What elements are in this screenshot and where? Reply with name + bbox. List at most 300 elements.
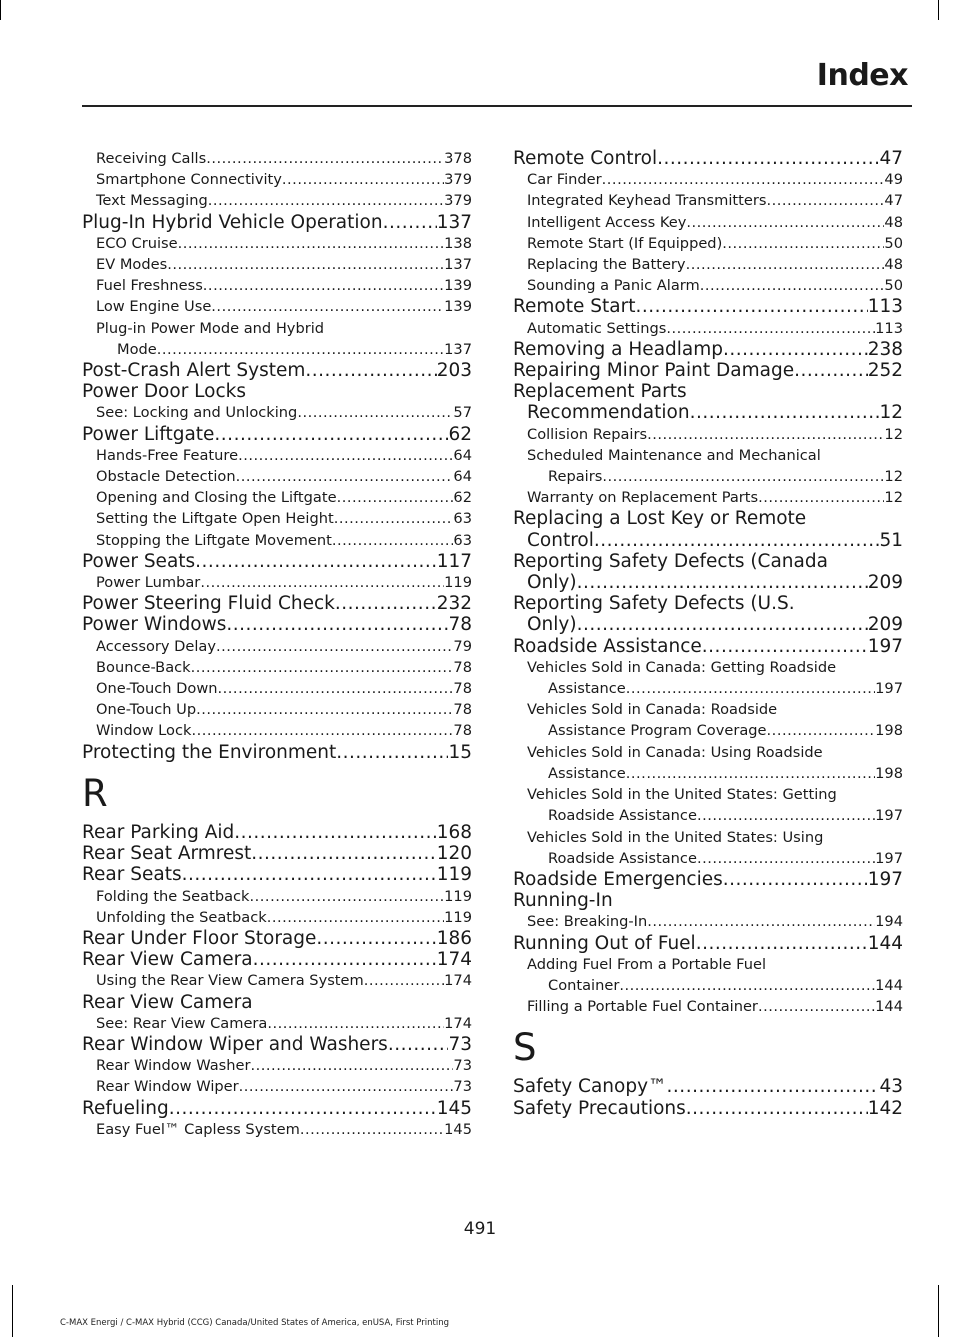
- index-entry[interactable]: [513, 360, 903, 381]
- index-subentry[interactable]: [82, 572, 472, 593]
- index-entry-label: Assistance Program Coverage: [548, 722, 767, 740]
- index-entry-label: Automatic Settings: [527, 319, 667, 337]
- dot-leader: [723, 869, 868, 890]
- index-entry[interactable]: [513, 869, 903, 890]
- dot-leader: [388, 1034, 449, 1055]
- index-entry-label: Smartphone Connectivity: [96, 171, 282, 189]
- index-entry-page: 197: [867, 635, 903, 657]
- index-subentry[interactable]: [513, 848, 903, 869]
- footer-text: C-MAX Energi / C-MAX Hybrid (CCG) Canada/United States of America, enUSA, First Printing: [60, 1318, 449, 1328]
- index-entry-page: 168: [436, 821, 472, 843]
- index-entry-page: 198: [875, 764, 903, 782]
- dot-leader: [619, 975, 875, 996]
- index-subentry[interactable]: [513, 487, 903, 508]
- index-entry-page: 78: [453, 701, 472, 719]
- index-subentry[interactable]: [82, 1119, 472, 1140]
- dot-leader: [383, 212, 437, 233]
- index-entry[interactable]: [513, 339, 903, 360]
- index-entry-page: 64: [453, 468, 472, 486]
- index-subentry-heading: Adding Fuel From a Portable Fuel: [527, 955, 767, 973]
- index-entry-label: Only): [527, 614, 577, 636]
- dot-leader: [191, 720, 453, 741]
- index-subentry[interactable]: [82, 636, 472, 657]
- index-entry-page: 43: [879, 1076, 903, 1098]
- index-entry-page: 78: [453, 680, 472, 698]
- dot-leader: [666, 318, 875, 339]
- index-entry-label: See: Rear View Camera: [96, 1014, 268, 1032]
- crop-mark-top-right: [938, 0, 939, 20]
- index-subentry[interactable]: [513, 678, 903, 699]
- index-entry-page: 78: [453, 658, 472, 676]
- index-subentry[interactable]: [82, 445, 472, 466]
- index-entry-page: 209: [867, 614, 903, 636]
- dot-leader: [297, 402, 453, 423]
- dot-leader: [758, 996, 875, 1017]
- index-entry-label: Folding the Seatback: [96, 887, 250, 905]
- index-entry-page: 138: [444, 234, 472, 252]
- dot-leader: [686, 1098, 868, 1119]
- index-entry-label: Recommendation: [527, 402, 690, 424]
- index-entry-heading: Running-In: [513, 890, 613, 912]
- index-entry-page: 197: [875, 849, 903, 867]
- index-entry-label: Control: [527, 529, 594, 551]
- dot-leader: [794, 360, 868, 381]
- index-entry-page: 12: [884, 489, 903, 507]
- dot-leader: [657, 148, 879, 169]
- index-entry[interactable]: [513, 296, 903, 317]
- index-subentry[interactable]: [82, 530, 472, 551]
- dot-leader: [702, 636, 868, 657]
- index-entry-label: Receiving Calls: [96, 150, 207, 167]
- index-entry-page: 119: [444, 574, 472, 592]
- index-entry-label: Repairing Minor Paint Damage: [513, 360, 795, 382]
- dot-leader: [178, 233, 445, 254]
- index-subentry-heading: Plug-in Power Mode and Hybrid: [96, 319, 325, 337]
- index-entry-page: 144: [875, 976, 903, 994]
- dot-leader: [169, 1098, 437, 1119]
- index-entry-page: 119: [444, 887, 472, 905]
- index-entry[interactable]: [82, 843, 472, 864]
- index-subentry[interactable]: [513, 233, 903, 254]
- index-subentry[interactable]: [82, 169, 472, 190]
- index-entry-label: ECO Cruise: [96, 234, 178, 252]
- index-entry[interactable]: [82, 864, 472, 885]
- dot-leader: [234, 822, 436, 843]
- index-entry-label: Unfolding the Seatback: [96, 908, 267, 926]
- dot-leader: [208, 190, 444, 211]
- dot-leader: [602, 466, 884, 487]
- dot-leader: [335, 593, 437, 614]
- index-entry-label: Rear Window Wiper: [96, 1078, 239, 1096]
- index-entry-page: 139: [444, 277, 472, 295]
- dot-leader: [635, 296, 867, 317]
- index-subentry[interactable]: [513, 318, 903, 339]
- index-entry-page: 73: [448, 1033, 472, 1055]
- index-entry-page: 47: [884, 192, 903, 210]
- dot-leader: [251, 1055, 454, 1076]
- index-entry-page: 78: [448, 614, 472, 636]
- index-entry-label: Warranty on Replacement Parts: [527, 489, 759, 507]
- index-subentry[interactable]: [82, 657, 472, 678]
- dot-leader: [690, 402, 880, 423]
- crop-mark-top-left: [0, 0, 1, 20]
- index-entry-label: Sounding a Panic Alarm: [527, 277, 700, 295]
- index-entry[interactable]: [513, 402, 903, 423]
- index-entry[interactable]: [82, 360, 472, 381]
- index-entry-label: Roadside Assistance: [548, 849, 697, 867]
- dot-leader: [236, 466, 454, 487]
- index-entry[interactable]: [82, 593, 472, 614]
- index-entry-page: 49: [884, 171, 903, 189]
- dot-leader: [647, 424, 884, 445]
- dot-leader: [214, 424, 448, 445]
- index-entry-page: 379: [444, 192, 472, 210]
- index-entry-page: 174: [444, 1014, 472, 1032]
- index-entry-label: Low Engine Use: [96, 298, 212, 316]
- index-subentry[interactable]: [513, 911, 903, 932]
- dot-leader: [157, 339, 444, 360]
- index-entry-page: 64: [453, 446, 472, 464]
- dot-leader: [594, 530, 880, 551]
- index-entry-label: Refueling: [82, 1097, 169, 1119]
- dot-leader: [336, 742, 448, 763]
- index-entry-page: 203: [436, 360, 472, 382]
- dot-leader: [577, 614, 868, 635]
- dot-leader: [767, 720, 876, 741]
- dot-leader: [218, 678, 454, 699]
- index-entry-page: 137: [444, 340, 472, 358]
- index-entry[interactable]: [513, 636, 903, 657]
- index-subentry-heading: Vehicles Sold in the United States: Using: [527, 828, 824, 846]
- index-subentry[interactable]: [82, 148, 472, 169]
- index-subentry[interactable]: [82, 508, 472, 529]
- index-entry[interactable]: [82, 614, 472, 635]
- dot-leader: [647, 911, 875, 932]
- index-entry-page: 113: [875, 319, 903, 337]
- dot-leader: [602, 169, 885, 190]
- dot-leader: [305, 360, 436, 381]
- index-entry-page: 209: [867, 572, 903, 594]
- index-subentry[interactable]: [82, 720, 472, 741]
- dot-leader: [203, 275, 444, 296]
- index-entry-page: 174: [436, 949, 472, 971]
- index-subentry[interactable]: [513, 763, 903, 784]
- index-entry-page: 232: [436, 593, 472, 615]
- dot-leader: [300, 1119, 444, 1140]
- index-subentry[interactable]: [513, 254, 903, 275]
- index-subentry[interactable]: [82, 1076, 472, 1097]
- index-entry[interactable]: [513, 1098, 903, 1119]
- index-subentry[interactable]: [513, 212, 903, 233]
- index-entry-label: Assistance: [548, 680, 626, 698]
- index-entry-page: 197: [867, 868, 903, 890]
- index-entry-heading: Replacing a Lost Key or Remote: [513, 508, 807, 530]
- index-entry-page: 252: [867, 360, 903, 382]
- index-subentry[interactable]: [513, 466, 903, 487]
- index-subentry[interactable]: [513, 190, 903, 211]
- index-entry-page: 197: [875, 807, 903, 825]
- index-entry-label: One-Touch Up: [96, 701, 197, 719]
- index-entry-page: 48: [884, 213, 903, 231]
- dot-leader: [238, 445, 453, 466]
- dot-leader: [182, 864, 437, 885]
- index-entry[interactable]: [82, 742, 472, 763]
- index-entry-page: 119: [444, 908, 472, 926]
- index-subentry-heading: Scheduled Maintenance and Mechanical: [527, 446, 821, 464]
- index-entry-page: 47: [879, 148, 903, 169]
- page-title: Index: [816, 58, 908, 93]
- index-entry-page: 117: [436, 550, 472, 572]
- index-entry-label: Intelligent Access Key: [527, 213, 687, 231]
- index-entry-page: 63: [453, 531, 472, 549]
- index-entry-page: 139: [444, 298, 472, 316]
- index-entry-label: See: Breaking-In: [527, 913, 648, 931]
- dot-leader: [226, 614, 448, 635]
- index-entry-label: Collision Repairs: [527, 425, 648, 443]
- dot-leader: [250, 886, 445, 907]
- index-entry-page: 79: [453, 637, 472, 655]
- index-subentry[interactable]: [82, 886, 472, 907]
- index-entry[interactable]: [513, 1076, 903, 1097]
- index-entry[interactable]: [513, 148, 903, 169]
- index-subentry[interactable]: [513, 275, 903, 296]
- dot-leader: [723, 339, 868, 360]
- index-entry-page: 379: [444, 171, 472, 189]
- index-entry-label: Post-Crash Alert System: [82, 360, 306, 382]
- dot-leader: [696, 933, 868, 954]
- index-section-letter: R: [82, 771, 108, 815]
- index-subentry[interactable]: [82, 678, 472, 699]
- index-entry[interactable]: [513, 614, 903, 635]
- dot-leader: [316, 928, 436, 949]
- index-entry-page: 73: [453, 1057, 472, 1075]
- dot-leader: [211, 296, 444, 317]
- index-subentry[interactable]: [513, 996, 903, 1017]
- index-entry[interactable]: [82, 928, 472, 949]
- index-entry[interactable]: [82, 822, 472, 843]
- index-entry[interactable]: [82, 551, 472, 572]
- dot-leader: [200, 572, 444, 593]
- index-entry-page: 48: [884, 256, 903, 274]
- index-entry-label: Repairs: [548, 468, 603, 486]
- index-entry-label: Roadside Assistance: [513, 635, 702, 657]
- dot-leader: [332, 530, 454, 551]
- index-entry-page: 62: [453, 489, 472, 507]
- index-entry-label: Rear View Camera: [82, 949, 253, 971]
- index-entry-label: Replacing the Battery: [527, 256, 686, 274]
- index-subentry[interactable]: [513, 720, 903, 741]
- index-entry-label: Window Lock: [96, 722, 192, 740]
- index-entry-label: Hands-Free Feature: [96, 446, 239, 464]
- index-entry-page: 137: [436, 211, 472, 233]
- dot-leader: [239, 1076, 454, 1097]
- index-entry-label: Text Messaging: [96, 192, 208, 210]
- index-entry-label: Rear Seats: [82, 864, 182, 886]
- index-entry-label: Safety Precautions: [513, 1097, 686, 1119]
- index-subentry[interactable]: [82, 907, 472, 928]
- index-entry-heading: Reporting Safety Defects (U.S.: [513, 593, 795, 615]
- index-section-letter: S: [513, 1026, 537, 1070]
- title-divider: [82, 105, 912, 107]
- index-entry-page: 120: [436, 843, 472, 865]
- index-entry-page: 119: [436, 864, 472, 886]
- index-entry-label: Assistance: [548, 764, 626, 782]
- index-entry-page: 12: [884, 468, 903, 486]
- index-entry-label: Filling a Portable Fuel Container: [527, 998, 758, 1016]
- index-entry-page: 194: [875, 913, 903, 931]
- index-entry-page: 145: [436, 1097, 472, 1119]
- index-entry[interactable]: [82, 424, 472, 445]
- index-entry-label: Roadside Assistance: [548, 807, 697, 825]
- dot-leader: [253, 949, 437, 970]
- index-entry-page: 78: [453, 722, 472, 740]
- index-entry-label: Running Out of Fuel: [513, 932, 696, 954]
- dot-leader: [191, 657, 454, 678]
- index-entry-label: Only): [527, 572, 577, 594]
- index-entry-label: Remote Start (If Equipped): [527, 234, 723, 252]
- index-entry-page: 144: [875, 998, 903, 1016]
- index-entry-label: Rear Window Wiper and Washers: [82, 1033, 388, 1055]
- dot-leader: [766, 190, 884, 211]
- dot-leader: [697, 848, 875, 869]
- index-entry-label: Car Finder: [527, 171, 602, 189]
- index-entry-label: Rear Under Floor Storage: [82, 927, 317, 949]
- dot-leader: [722, 233, 884, 254]
- index-subentry[interactable]: [82, 699, 472, 720]
- dot-leader: [667, 1076, 880, 1097]
- index-entry-page: 145: [444, 1120, 472, 1138]
- index-entry-label: See: Locking and Unlocking: [96, 404, 298, 422]
- index-entry-label: Container: [548, 976, 620, 994]
- crop-mark-bottom-left: [12, 1285, 13, 1337]
- index-subentry[interactable]: [513, 169, 903, 190]
- index-entry[interactable]: [513, 530, 903, 551]
- index-subentry[interactable]: [82, 190, 472, 211]
- index-entry[interactable]: [82, 212, 472, 233]
- index-entry-page: 73: [453, 1078, 472, 1096]
- index-subentry-heading: Vehicles Sold in Canada: Roadside: [527, 701, 778, 719]
- page-number: 491: [463, 1219, 497, 1239]
- index-entry[interactable]: [82, 949, 472, 970]
- index-entry-label: Fuel Freshness: [96, 277, 203, 295]
- dot-leader: [282, 169, 444, 190]
- index-subentry[interactable]: [82, 339, 472, 360]
- index-subentry[interactable]: [82, 466, 472, 487]
- dot-leader: [167, 254, 444, 275]
- index-subentry[interactable]: [82, 296, 472, 317]
- index-subentry[interactable]: [82, 233, 472, 254]
- index-entry-page: 113: [867, 296, 903, 318]
- index-entry-page: 51: [879, 529, 903, 551]
- index-entry[interactable]: [82, 1098, 472, 1119]
- dot-leader: [196, 699, 453, 720]
- index-entry-label: Bounce-Back: [96, 658, 191, 676]
- dot-leader: [334, 508, 454, 529]
- index-entry-page: 12: [884, 425, 903, 443]
- index-entry-label: Power Liftgate: [82, 423, 215, 445]
- index-entry-label: Easy Fuel™ Capless System: [96, 1120, 300, 1138]
- index-entry-label: Using the Rear View Camera System: [96, 972, 364, 990]
- index-subentry[interactable]: [82, 254, 472, 275]
- index-subentry-heading: Vehicles Sold in the United States: Getting: [527, 786, 837, 804]
- dot-leader: [267, 1013, 444, 1034]
- dot-leader: [686, 212, 884, 233]
- index-entry-label: Rear Parking Aid: [82, 821, 235, 843]
- index-entry-page: 197: [875, 680, 903, 698]
- index-entry-heading: Reporting Safety Defects (Canada: [513, 550, 828, 572]
- index-subentry-heading: Vehicles Sold in Canada: Using Roadside: [527, 743, 823, 761]
- index-column-left: [82, 148, 472, 1140]
- index-entry[interactable]: [82, 1034, 472, 1055]
- index-subentry[interactable]: [82, 487, 472, 508]
- dot-leader: [697, 805, 875, 826]
- index-entry[interactable]: [513, 572, 903, 593]
- index-entry-page: 50: [884, 277, 903, 295]
- index-column-right: [513, 148, 903, 1119]
- index-entry-label: EV Modes: [96, 256, 168, 274]
- index-subentry[interactable]: [82, 275, 472, 296]
- index-entry-label: Integrated Keyhead Transmitters: [527, 192, 767, 210]
- index-entry-label: Plug-In Hybrid Vehicle Operation: [82, 211, 383, 233]
- index-entry-label: Setting the Liftgate Open Height: [96, 510, 334, 528]
- dot-leader: [626, 678, 875, 699]
- index-entry-page: 15: [448, 741, 472, 763]
- index-subentry-heading: Vehicles Sold in Canada: Getting Roadside: [527, 658, 837, 676]
- dot-leader: [337, 487, 454, 508]
- index-entry-label: One-Touch Down: [96, 680, 218, 698]
- index-entry-page: 137: [444, 256, 472, 274]
- index-entry-label: Power Windows: [82, 614, 227, 636]
- index-entry-page: 12: [879, 402, 903, 424]
- index-entry-label: Mode: [117, 340, 157, 358]
- index-subentry[interactable]: [82, 1013, 472, 1034]
- index-entry-page: 198: [875, 722, 903, 740]
- index-entry-page: 63: [453, 510, 472, 528]
- index-subentry[interactable]: [513, 805, 903, 826]
- index-entry-page: 174: [444, 972, 472, 990]
- index-entry-label: Opening and Closing the Liftgate: [96, 489, 337, 507]
- dot-leader: [251, 843, 436, 864]
- index-entry-page: 62: [448, 423, 472, 445]
- index-entry-label: Safety Canopy™: [513, 1076, 667, 1098]
- index-entry-page: 238: [867, 338, 903, 360]
- index-entry-page: 144: [867, 932, 903, 954]
- index-entry-label: Obstacle Detection: [96, 468, 236, 486]
- index-entry-page: 186: [436, 927, 472, 949]
- index-entry-page: 378: [444, 150, 472, 167]
- index-entry-page: 142: [867, 1097, 903, 1119]
- dot-leader: [686, 254, 885, 275]
- index-subentry[interactable]: [82, 1055, 472, 1076]
- index-subentry[interactable]: [513, 424, 903, 445]
- dot-leader: [577, 572, 868, 593]
- dot-leader: [267, 907, 444, 928]
- index-subentry[interactable]: [513, 975, 903, 996]
- index-entry-label: Rear Seat Armrest: [82, 843, 252, 865]
- dot-leader: [364, 970, 444, 991]
- index-entry-page: 57: [453, 404, 472, 422]
- index-entry-heading: Power Door Locks: [82, 381, 247, 403]
- index-entry-label: Power Lumbar: [96, 574, 201, 592]
- index-subentry[interactable]: [82, 970, 472, 991]
- index-entry-label: Power Seats: [82, 550, 196, 572]
- dot-leader: [206, 148, 444, 169]
- index-entry-heading: Replacement Parts: [513, 381, 687, 403]
- dot-leader: [758, 487, 884, 508]
- index-entry[interactable]: [513, 933, 903, 954]
- index-subentry[interactable]: [82, 402, 472, 423]
- index-entry-label: Power Steering Fluid Check: [82, 593, 335, 615]
